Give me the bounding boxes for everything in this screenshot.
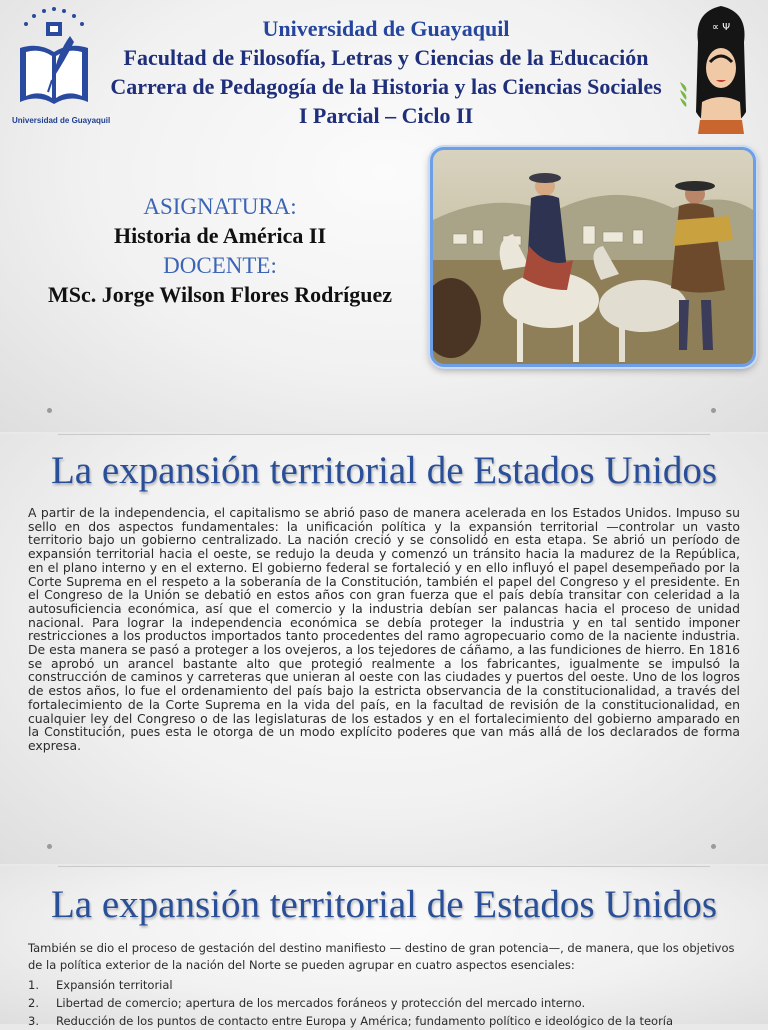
divider-line <box>58 434 710 435</box>
title-slide <box>0 0 768 432</box>
course-info <box>30 192 410 310</box>
list-item: 2. Libertad de comercio; apertura de los mercados foráneos y protección del mercado interno. <box>28 996 586 1010</box>
slide-marker-dot <box>711 408 716 413</box>
subject-label: ASIGNATURA: <box>143 194 297 219</box>
content-slide <box>0 434 768 864</box>
list-item: 3. Reducción de los puntos de contacto entre Europa y América; fundamento político e ideológico de la teoría <box>28 1014 674 1028</box>
institution-header <box>96 14 676 130</box>
riders-on-horses-image <box>433 150 753 364</box>
teacher-name: MSc. Jorge Wilson Flores Rodríguez <box>47 282 393 307</box>
slide-title: La expansión territorial de Estados Unidos <box>50 449 718 492</box>
divider-line <box>58 866 710 867</box>
faculty-mascot <box>688 2 754 134</box>
slide-title: La expansión territorial de Estados Unidos <box>50 883 718 926</box>
body-paragraph: A partir de la independencia, el capitalismo se abrió paso de manera acelerada en los Estados Unidos. Impuso su sello en dos aspectos fundamentales: la unificación política y la expansión territorial —controlar un vasto territorio bajo un gobierno centralizado. La nación creció y se consolidó en esta etapa. Se abrió un período de expansión territorial hacia el oeste, se redujo la deuda y comenzó un tránsito hacia la madurez de la República, en el plano interno y en el externo. El gobierno federal se fortaleció y en ello influyó el papel desempeñado por la Corte Suprema en el respeto a la soberanía de la Constitución, también el papel del Congreso y el presidente. En el Congreso de la Unión se debatió en estos años con gran fuerza que el país debía transitar con celeridad a la autosuficiencia económica, así que el comercio y la industria debían ser palancas hacia el proceso de unidad nacional. Para lograr la independencia económica se debía proteger la industria y en tal sentido imponer restricciones a los productos importados tanto procedentes del ramo agropecuario como de la naciente industria. De esta manera se pasó a proteger a los ovejeros, a los tejedores de cáñamo, a las fundiciones de hierro. En 1816 se aprobó un arancel bastante alto que protegió realmente a los fabricantes, igualmente se impulsó la construcción de caminos y carreteras que unieran al oeste con las ciudades y puertos del oeste. Uno de los logros de estos años, lo fue el ordenamiento del país bajo la estricta observancia de la constitucionalidad, a través del fortalecimiento de la Corte Suprema en la vida del país, en la facultad de revisión de la constitucionalidad, en cualquier ley del Congreso o de las legislaturas de los estados y en el fortalecimiento del gobierno amparado en la Constitución, pues esta le otorga de un modo explícito poderes que van más allá de los declarados de forma expresa. <box>28 505 740 753</box>
slide-marker-dot <box>47 408 52 413</box>
objectives-list <box>28 976 744 1030</box>
slide-marker-dot <box>47 844 52 849</box>
logo-caption: Universidad de Guayaquil <box>12 116 111 125</box>
header-line-career: Carrera de Pedagogía de la Historia y las Ciencias Sociales <box>110 74 662 99</box>
intro-paragraph: También se dio el proceso de gestación del destino manifiesto — destino de gran potencia—, de manera, que los objetivos de la política exterior de la nación del Norte se pueden agrupar en cuatro aspectos esenciales: <box>28 941 735 972</box>
header-line-faculty: Facultad de Filosofía, Letras y Ciencias de la Educación <box>123 45 649 70</box>
teacher-label: DOCENTE: <box>163 253 277 278</box>
open-book-quill-icon <box>12 6 96 114</box>
mascot-symbols: ∝ Ψ <box>711 22 731 33</box>
historical-painting <box>430 147 756 367</box>
woman-figure-icon <box>688 2 754 134</box>
list-item: 1. Expansión territorial <box>28 978 173 992</box>
slide-marker-dot <box>711 844 716 849</box>
header-line-university: Universidad de Guayaquil <box>262 16 510 41</box>
university-logo <box>12 6 111 128</box>
content-slide <box>0 866 768 1028</box>
subject-name: Historia de América II <box>113 223 327 248</box>
header-line-term: I Parcial – Ciclo II <box>298 103 474 128</box>
